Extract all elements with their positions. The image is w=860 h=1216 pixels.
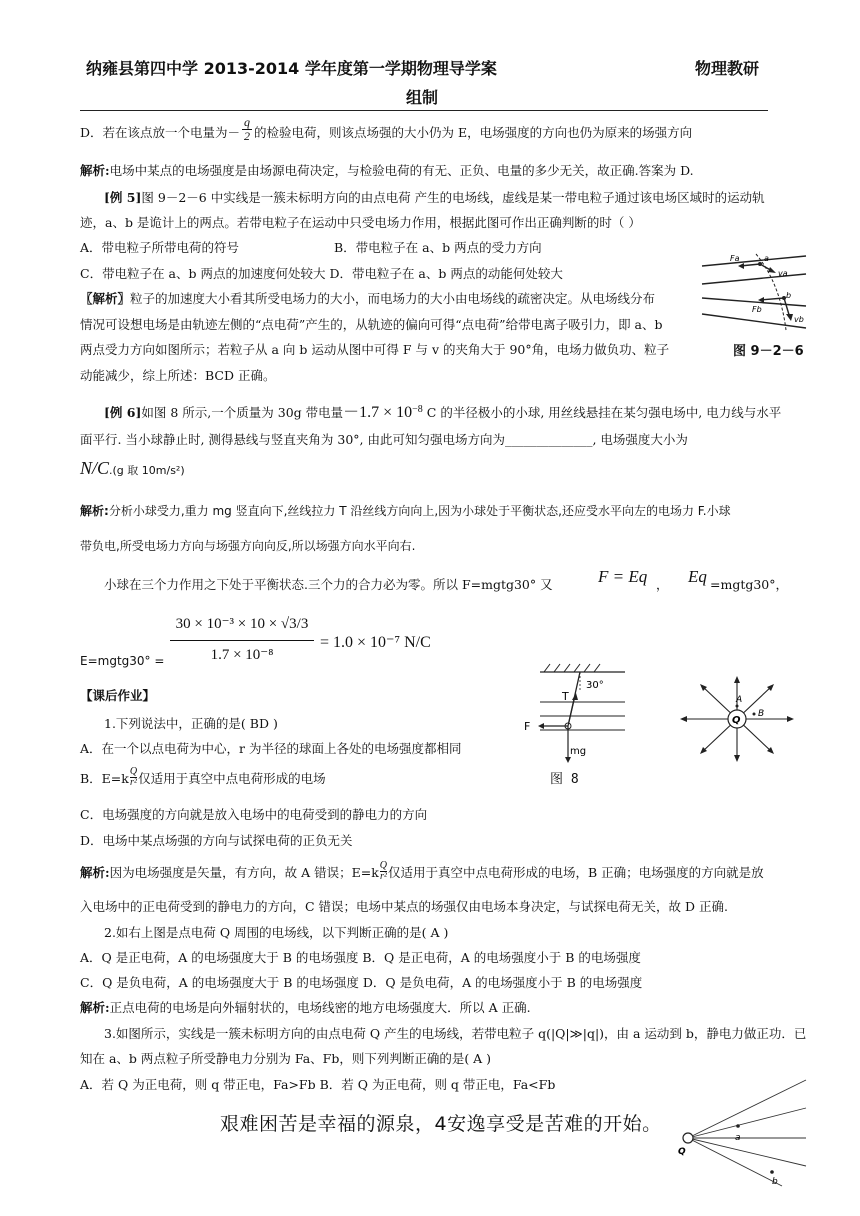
motto: 艰难困苦是幸福的源泉，4安逸享受是苦难的开始。 (220, 1113, 662, 1135)
figq2-q: Q (678, 1147, 686, 1157)
ex5-sol-3: 两点受力方向如图所示；若粒子从 a 向 b 运动从图中可得 F 与 v 的夹角大于 90°角，电场力做负功、粒子 (80, 342, 670, 357)
fig926-vb: vb (794, 315, 804, 324)
hw-q2: 2.如右上图是点电荷 Q 周围的电场线，以下判断正确的是( A ) (104, 925, 449, 940)
ex5-option-b: B．带电粒子在 a、b 两点的受力方向 (334, 240, 542, 255)
figure-q-field-lines (672, 1078, 812, 1188)
ex6-denominator: 1.7 × 10⁻⁸ (210, 647, 274, 663)
homework-title: 【课后作业】 (80, 688, 156, 703)
ex5-line1: [例 5]图 9－2－6 中实线是一簇未标明方向的由点电荷 产生的电场线，虚线是某一带电粒子通过该电场区域时的运动轨 (104, 190, 765, 205)
ex6-line1: [例 6]如图 8 所示,一个质量为 30g 带电量$-1.7 \times 10^{-8}$ C 的半径极小的小球, 用丝线悬挂在某匀强电场中, 电力线与水平 (104, 404, 782, 422)
hw-q3-line1: 3.如图所示，实线是一簇未标明方向的由点电荷 Q 产生的电场线，若带电粒子 q(|Q|≫|q|)，由 a 运动到 b，静电力做正功．已 (104, 1026, 807, 1041)
hw-a2: 解析:正点电荷的电场是向外辐射状的，电场线密的地方电场强度大．所以 A 正确. (80, 1000, 531, 1015)
fig926-va: va (778, 269, 788, 278)
figure-9-2-6 (700, 248, 810, 333)
option-d-prev: D．若在该点放一个电量为－ $\frac{q}{2}$ 的检验电荷，则该点场强的大小仍为 E，电场强度的方向也仍为原来的场强方向 (80, 115, 693, 143)
ex6-balance: 小球在三个力作用之下处于平衡状态.三个力的合力必为零。所以 F=mgtg30° 又 (104, 577, 553, 592)
header-right: 物理教研 (695, 59, 760, 78)
fig926-fa: Fa (730, 254, 740, 263)
ex5-line2: 迹，a、b 是诡计上的两点。若带电粒子在运动中只受电场力作用，根据此图可作出正确判断的时（ ） (80, 215, 641, 230)
hw-q1: 1.下列说法中，正确的是( BD ) (104, 716, 278, 731)
fig926-b: b (786, 291, 792, 300)
ex6-e-label: E=mgtg30° = (80, 654, 165, 668)
hw-q3-line2: 知在 a、b 两点粒子所受静电力分别为 Fa、Fb，则下列判断正确的是( A ) (80, 1051, 492, 1066)
fig8-t: T (562, 690, 569, 703)
fig8-mg: mg (570, 746, 587, 757)
figure-point-charge-q (678, 674, 796, 764)
figq-a: A (736, 695, 743, 705)
ex6-line2: 面平行. 当小球静止时, 测得悬线与竖直夹角为 30°, 由此可知匀强电场方向为______________, 电场强度大小为 (80, 432, 688, 447)
hw-q3-ab: A．若 Q 为正电荷，则 q 带正电，Fa>Fb B．若 Q 为正电荷，则 q 带正电，Fa<Fb (80, 1077, 556, 1092)
fig926-fb: Fb (752, 305, 762, 314)
ex6-analysis-1: 解析:分析小球受力,重力 mg 竖直向下,丝线拉力 T 沿丝线方向向上,因为小球处于平衡状态,还应受水平向左的电场力 F.小球 (80, 504, 731, 518)
fig8-f: F (524, 720, 531, 733)
figq-q: Q (732, 715, 741, 726)
ex6-f-eq: F = Eq (598, 567, 648, 586)
ex6-eq: Eq (688, 567, 707, 586)
ex5-option-cd: C．带电粒子在 a、b 两点的加速度何处较大 D．带电粒子在 a、b 两点的动能何处较大 (80, 266, 563, 281)
header-rule (80, 110, 768, 111)
figq2-a: a (735, 1133, 741, 1143)
ex5-sol-4: 动能减少，综上所述：BCD 正确。 (80, 368, 276, 383)
ex6-eq-rhs: =mgtg30°， (710, 577, 789, 592)
ex6-fraction-bar (170, 640, 314, 641)
ex6-comma: ， (656, 577, 669, 592)
ex5-sol-1: 〖解析〗粒子的加速度大小看其所受电场力的大小，而电场力的大小由电场线的疏密决定。从电场线分布 (80, 291, 656, 306)
hw-a1-line1: 解析:因为电场强度是矢量，有方向，故 A 错误；E=k $\frac{Q}{\text{r²}}$ 仅适用于真空中点电荷形成的电场，B 正确；电场强度的方向就是放 (80, 860, 764, 882)
hw-q1-c: C．电场强度的方向就是放入电场中的电荷受到的静电力的方向 (80, 807, 428, 822)
fig8-angle: 30° (586, 680, 604, 691)
ex6-numerator: 30 × 10⁻³ × 10 × √3/3 (175, 616, 309, 632)
fig926-a: a (764, 254, 769, 263)
ex5-option-a: A．带电粒子所带电荷的符号 (80, 240, 240, 255)
figq2-b: b (772, 1177, 778, 1187)
figure-8 (520, 662, 630, 767)
ex6-unit-line: N/C.(g 取 10m/s²) (80, 458, 185, 478)
fig8-caption: 图 8 (550, 772, 579, 787)
ex6-result: = 1.0 × 10⁻⁷ N/C (320, 634, 431, 651)
analysis-1: 解析:电场中某点的电场强度是由场源电荷决定，与检验电荷的有无、正负、电量的多少无关，故正确.答案为 D. (80, 163, 694, 178)
hw-a1-line2: 入电场中的正电荷受到的静电力的方向，C 错误；电场中某点的场强仅由电场本身决定，与试探电荷无关，故 D 正确. (80, 899, 728, 914)
hw-q1-a: A．在一个以点电荷为中心，r 为半径的球面上各处的电场强度都相同 (80, 741, 462, 756)
hw-q1-d: D．电场中某点场强的方向与试探电荷的正负无关 (80, 833, 353, 848)
fig926-caption: 图 9－2－6 (733, 344, 804, 359)
header-title: 纳雍县第四中学 2013-2014 学年度第一学期物理导学案 (86, 59, 497, 78)
ex5-sol-2: 情况可设想电场是由轨迹左侧的“点电荷”产生的，从轨迹的偏向可得“点电荷”给带电离子吸引力，即 a、b (80, 317, 663, 332)
hw-q2-ab: A．Q 是正电荷，A 的电场强度大于 B 的电场强度 B．Q 是正电荷，A 的电场强度小于 B 的电场强度 (80, 950, 641, 965)
hw-q1-b: B．E=k $\frac{Q}{\text{r²}}$ 仅适用于真空中点电荷形成的电场 (80, 766, 326, 788)
figq-b: B (758, 709, 765, 719)
ex6-analysis-2: 带负电,所受电场力方向与场强方向向反,所以场强方向水平向右. (80, 539, 416, 553)
header-line2: 组制 (406, 88, 439, 107)
hw-q2-cd: C．Q 是负电荷，A 的电场强度大于 B 的电场强度 D．Q 是负电荷，A 的电场强度小于 B 的电场强度 (80, 975, 643, 990)
